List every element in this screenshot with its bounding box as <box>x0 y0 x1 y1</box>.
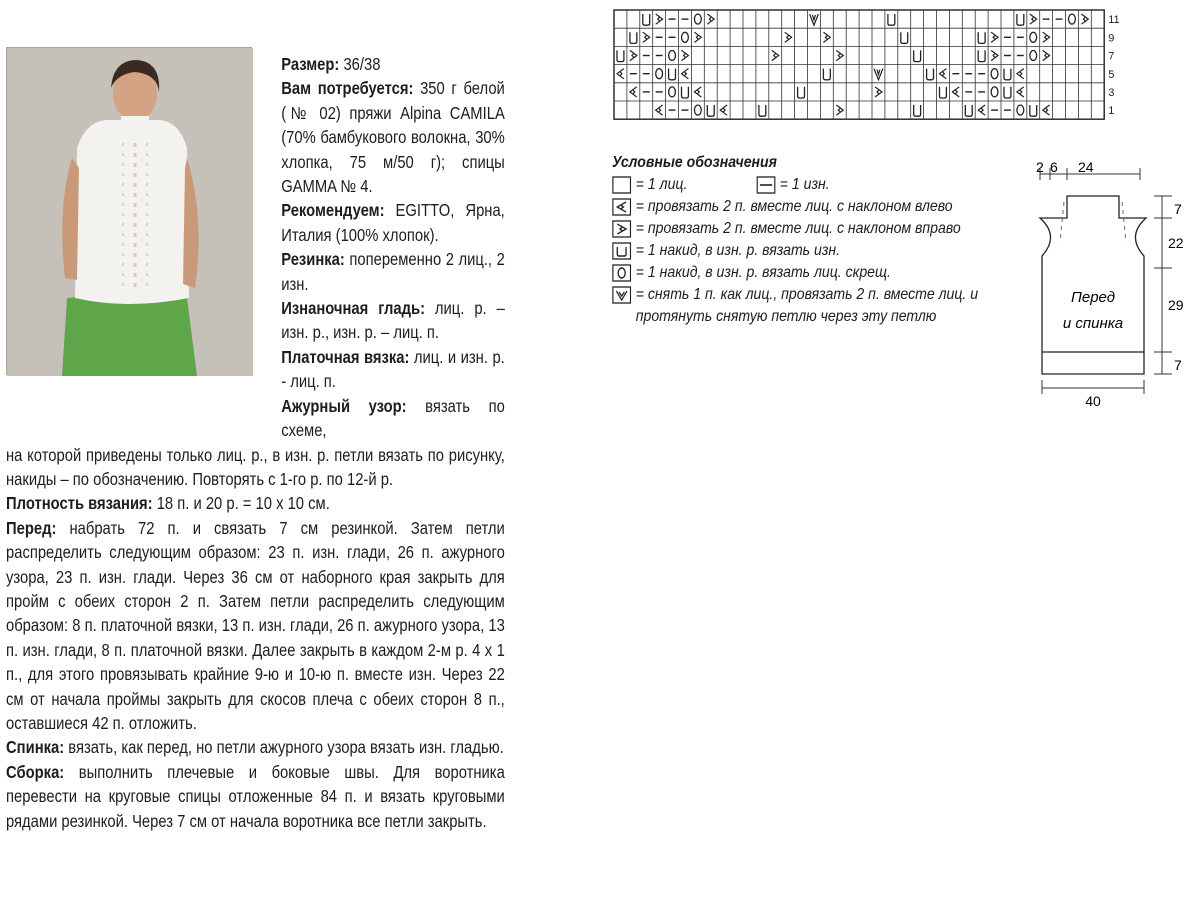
size-paragraph <box>281 52 505 76</box>
legend-knit: = 1 лиц. <box>635 176 688 193</box>
openwork-value-first: вязать по схеме, <box>281 395 505 441</box>
legend-k2tog-right: = провязать 2 п. вместе лиц. с наклоном вправо <box>635 220 961 237</box>
assembly-value: выполнить плечевые и боковые швы. Для воротника перевести на круговые спицы отложенные 84 п. и вязать круговыми рядами резинкой. Через 7 см от начала воротника все петли закрыть. <box>6 761 505 831</box>
legend-row-k2tog-right <box>612 218 990 240</box>
chart-row-number: 11 <box>1108 14 1120 27</box>
back-paragraph <box>6 735 505 759</box>
garter-value: лиц. и изн. р. - лиц. п. <box>281 346 505 392</box>
legend-yo-purl: = 1 накид, в изн. р. вязать изн. <box>635 242 841 259</box>
gauge-paragraph <box>6 491 505 515</box>
recommend-paragraph <box>281 198 505 247</box>
dim-side-29: 29 <box>1168 297 1184 313</box>
chart-row-number: 1 <box>1108 105 1115 118</box>
back-value: вязать, как перед, но петли ажурного узора вязать изн. гладью. <box>64 737 504 758</box>
size-value: 36/38 <box>339 54 381 74</box>
legend-sk2p: = снять 1 п. как лиц., провязать 2 п. вместе лиц. и протянуть снятую петлю через эту петлю <box>635 286 979 325</box>
k2tog-left-icon <box>612 198 631 216</box>
knit-symbol-icon <box>612 176 631 194</box>
materials-value: 350 г белой (№ 02) пряжи Alpina CAMILA (70% бамбукового волокна, 30% хлопка, 75 м/50 г); спицы GAMMA № 4. <box>281 78 505 197</box>
dim-side-7-bottom: 7 <box>1174 357 1182 373</box>
yarn-over-twisted-icon <box>612 264 631 282</box>
dim-top-2: 2 <box>1036 159 1044 175</box>
reverse-stockinette-value: лиц. р. – изн. р., изн. р. – лиц. п. <box>281 298 505 343</box>
legend-row-knit-purl <box>612 174 990 196</box>
schematic-label-front: Перед <box>1070 289 1116 306</box>
garter-paragraph <box>281 345 505 394</box>
front-value: набрать 72 п. и связать 7 см резинкой. Затем петли распределить следующим образом: 23 п. изн. глади, 26 п. ажурного узора, 23 п. изн. глади. Через 36 см от наборного края закрыть для пройм с обеих сторон 2 п. Затем петли распределить следующим образом: 8 п. платочной вязки, 13 п. изн. глади, 26 п. ажурного узора, 13 п. изн. глади, 8 п. платочной вязки. Далее закрыть в каждом 2-м р. 4 х 1 п., для этого провязывать крайние 9-ю и 10-ю п. вместе изн. Через 22 см от начала проймы закрыть для скосов плеча с обеих сторон 8 п., оставшиеся 42 п. отложить. <box>6 517 505 733</box>
instructions-text <box>6 52 505 833</box>
dim-side-22: 22 <box>1168 235 1184 251</box>
legend-k2tog-left: = провязать 2 п. вместе лиц. с наклоном влево <box>635 198 953 215</box>
openwork-paragraph: на которой приведены только лиц. р., в изн. р. петли вязать по рисунку, накиды – по обозначению. Повторять с 1-го р. по 12-й р. <box>6 444 505 489</box>
garment-schematic <box>1030 152 1198 412</box>
openwork-heading <box>281 394 505 443</box>
materials-paragraph <box>281 76 505 198</box>
sk2p-icon <box>612 286 631 304</box>
front-paragraph <box>6 516 505 736</box>
back-label: Спинка: <box>6 737 65 758</box>
dim-top-24: 24 <box>1078 159 1094 175</box>
reverse-stockinette-label: Изнаночная гладь: <box>281 298 425 319</box>
dim-top-6: 6 <box>1050 159 1058 175</box>
openwork-label: Ажурный узор: <box>281 395 407 416</box>
legend-row-yo-twisted <box>612 262 990 284</box>
purl-symbol-icon <box>756 176 775 194</box>
dim-side-7-top: 7 <box>1174 201 1182 217</box>
front-label: Перед: <box>6 517 57 538</box>
chart-row-number: 7 <box>1108 50 1115 63</box>
reverse-stockinette-paragraph <box>281 296 505 345</box>
rib-paragraph <box>281 247 505 296</box>
assembly-paragraph <box>6 760 505 833</box>
k2tog-right-icon <box>612 220 631 238</box>
chart-row-number: 3 <box>1108 87 1115 99</box>
recommend-value: EGITTO, Ярна, Италия (100% хлопок). <box>281 200 505 245</box>
dim-bottom-40: 40 <box>1085 393 1101 409</box>
gauge-label: Плотность вязания: <box>6 493 153 514</box>
legend-row-yo-purl <box>612 240 990 262</box>
legend-row-sk2p <box>612 284 990 328</box>
gauge-value: 18 п. и 20 р. = 10 х 10 см. <box>152 493 330 514</box>
materials-label: Вам потребуется: <box>281 78 414 99</box>
knitting-chart <box>612 8 1120 136</box>
garter-label: Платочная вязка: <box>281 346 410 367</box>
legend-title: Условные обозначения <box>612 154 777 171</box>
recommend-label: Рекомендуем: <box>281 200 385 221</box>
legend <box>612 152 990 328</box>
legend-row-k2tog-left <box>612 196 990 218</box>
legend-purl: = 1 изн. <box>779 176 830 193</box>
chart-row-number: 5 <box>1108 68 1115 81</box>
size-label: Размер: <box>281 54 340 74</box>
rib-label: Резинка: <box>281 249 345 270</box>
legend-yo-twisted: = 1 накид, в изн. р. вязать лиц. скрещ. <box>635 264 891 281</box>
schematic-label-back: и спинка <box>1062 315 1124 332</box>
rib-value: попеременно 2 лиц., 2 изн. <box>281 249 505 294</box>
yarn-over-icon <box>612 242 631 260</box>
assembly-label: Сборка: <box>6 761 65 782</box>
chart-row-number: 9 <box>1108 32 1115 45</box>
